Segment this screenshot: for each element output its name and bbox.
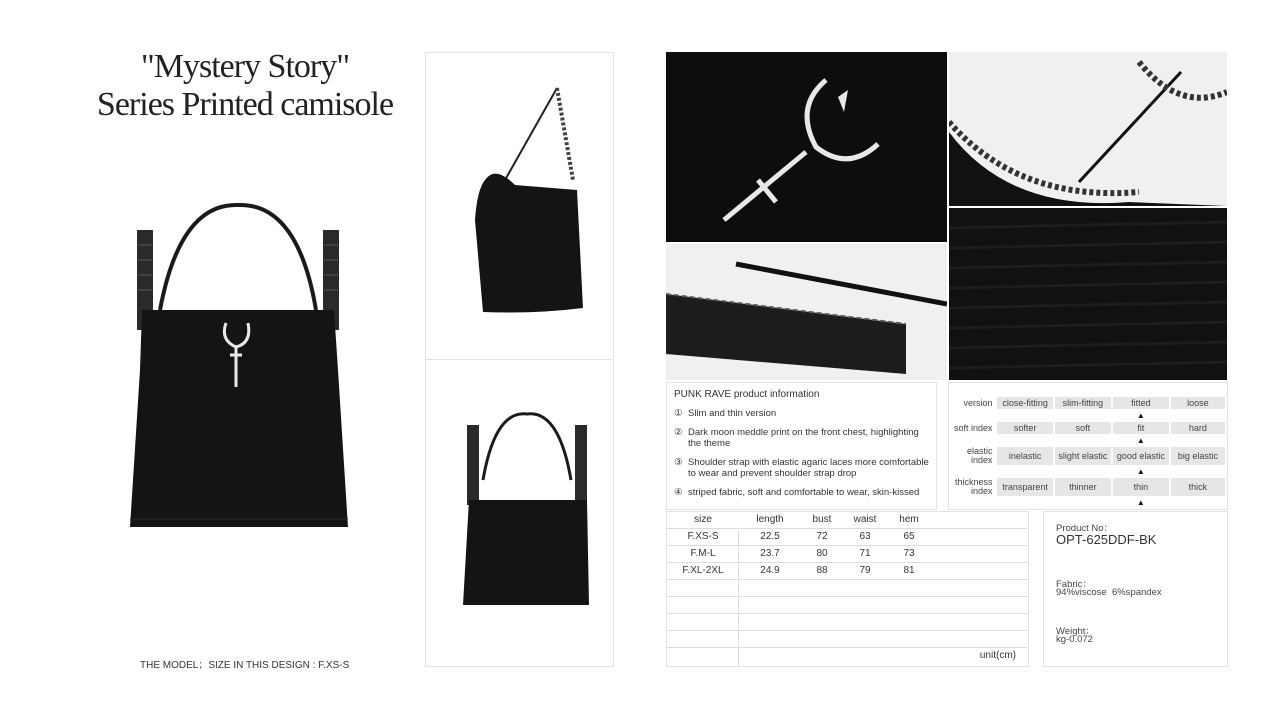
index-row-elastic: elastic index inelastic slight elastic good elastic big elastic: [953, 447, 1225, 465]
weight-value: kg-0.072: [1056, 634, 1093, 645]
fabric-value: 94%viscose 6%spandex: [1056, 587, 1162, 598]
size-table-header: size length bust waist hem: [667, 512, 1027, 529]
info-heading: PUNK RAVE product information: [674, 389, 820, 400]
table-row-empty: [667, 614, 1027, 631]
index-panel: [948, 382, 1228, 510]
detail-fabric-photo: [949, 208, 1227, 380]
halter-strap: [160, 205, 316, 310]
info-item: ③ Shoulder strap with elastic agaric laces more comfortable to wear and prevent shoulder strap drop: [674, 457, 929, 479]
table-row: F.XS-S 22.5 72 63 65: [667, 529, 1027, 546]
model-size-note: THE MODEL；SIZE IN THIS DESIGN : F.XS-S: [140, 660, 350, 671]
index-row-version: version close-fitting slim-fitting fitted loose: [953, 397, 1225, 409]
camisole-front-image: [120, 195, 360, 535]
product-no-label: Product No：: [1056, 523, 1114, 534]
title-line-2: Series Printed camisole: [96, 86, 394, 123]
camisole-body: [130, 310, 348, 527]
table-row-empty: [667, 580, 1027, 597]
table-row-empty: [667, 631, 1027, 648]
product-info-panel: [666, 382, 937, 510]
product-details-panel: [1043, 511, 1228, 667]
camisole-back-image: [455, 410, 605, 610]
index-table: [951, 395, 1227, 509]
table-row: F.XL-2XL 24.9 88 79 81: [667, 563, 1027, 580]
fabric-label: Fabric：: [1056, 579, 1092, 590]
selected-marker: ▲: [1136, 411, 1145, 420]
camisole-side-image: [445, 80, 595, 330]
product-no-value: OPT-625DDF-BK: [1056, 532, 1157, 547]
panel-divider: [426, 359, 612, 360]
index-row-soft: soft index softer soft fit hard: [953, 422, 1225, 434]
table-row: F.M-L 23.7 80 71 73: [667, 546, 1027, 563]
selected-marker: ▲: [1136, 467, 1145, 476]
selected-marker: ▲: [1136, 498, 1145, 507]
table-row-empty: [667, 597, 1027, 614]
detail-strap-photo: [666, 244, 947, 380]
index-row-thickness: thickness index transparent thinner thin thick: [953, 478, 1225, 496]
unit-label: unit(cm): [979, 650, 1016, 661]
detail-lace-photo: [949, 52, 1227, 206]
title-line-1: "Mystery Story": [140, 48, 350, 85]
size-table: [666, 511, 1029, 667]
info-item: ② Dark moon meddle print on the front chest, highlighting the theme: [674, 427, 919, 449]
selected-marker: ▲: [1136, 436, 1145, 445]
product-title: [60, 48, 430, 124]
detail-print-photo: [666, 52, 947, 242]
info-item: ① Slim and thin version: [674, 408, 777, 419]
info-item: ④ striped fabric, soft and comfortable to wear, skin-kissed: [674, 487, 920, 498]
weight-label: Weight：: [1056, 626, 1095, 637]
